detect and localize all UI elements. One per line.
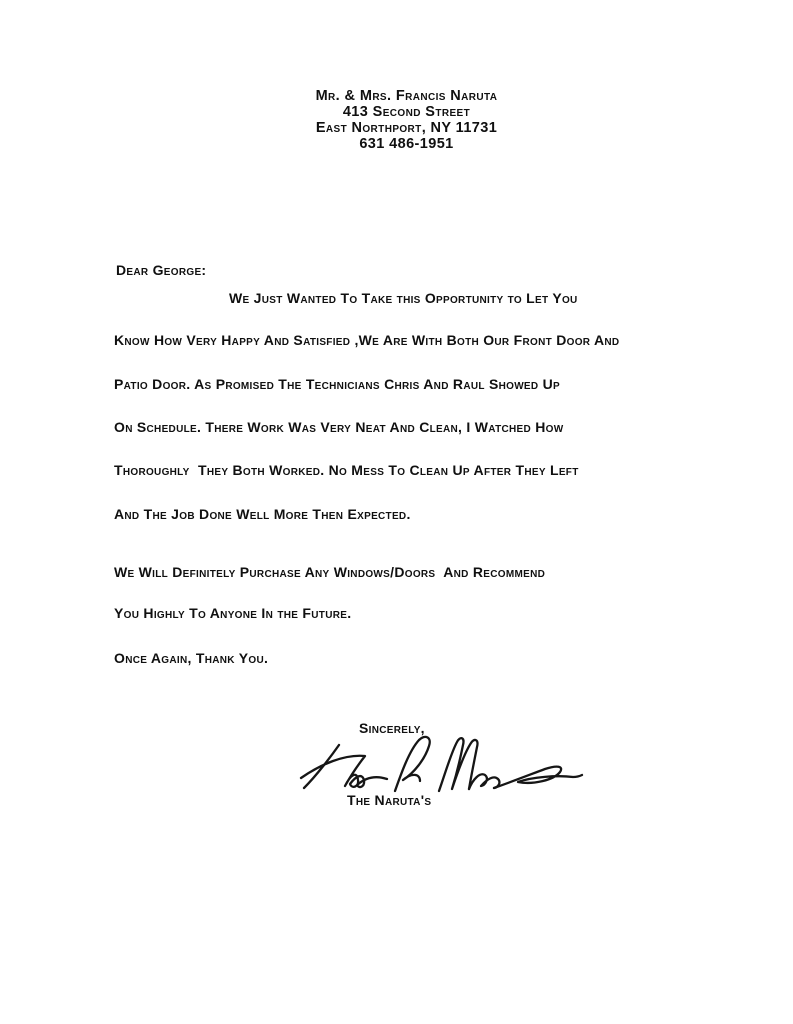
signed-by: The Naruta's: [347, 792, 432, 808]
body-line: Know How Very Happy And Satisfied ,We Are With Both Our Front Door And: [114, 332, 620, 348]
letterhead-name: Mr. & Mrs. Francis Naruta: [315, 88, 498, 104]
body-line: We Will Definitely Purchase Any Windows/Doors And Recommend: [114, 564, 546, 580]
handwritten-signature-strokes: [299, 733, 585, 797]
letterhead-street: 413 Second Street: [342, 104, 471, 120]
letterhead-phone: 631 486-1951: [359, 136, 454, 152]
handwritten-signature: [299, 733, 585, 797]
body-line: Patio Door. As Promised The Technicians Chris And Raul Showed Up: [114, 376, 560, 392]
body-line: You Highly To Anyone In the Future.: [114, 605, 352, 621]
salutation: Dear George:: [116, 262, 207, 278]
letterhead: [10, 88, 793, 152]
body-line: Thoroughly They Both Worked. No Mess To Clean Up After They Left: [114, 462, 579, 478]
body-line: And The Job Done Well More Then Expected.: [114, 506, 411, 522]
valediction: Sincerely,: [359, 720, 425, 736]
body-line: On Schedule. There Work Was Very Neat And Clean, I Watched How: [114, 419, 564, 435]
letterhead-city-state-zip: East Northport, NY 11731: [315, 120, 498, 136]
body-line: Once Again, Thank You.: [114, 650, 269, 666]
body-line: We Just Wanted To Take this Opportunity to Let You: [229, 290, 578, 306]
